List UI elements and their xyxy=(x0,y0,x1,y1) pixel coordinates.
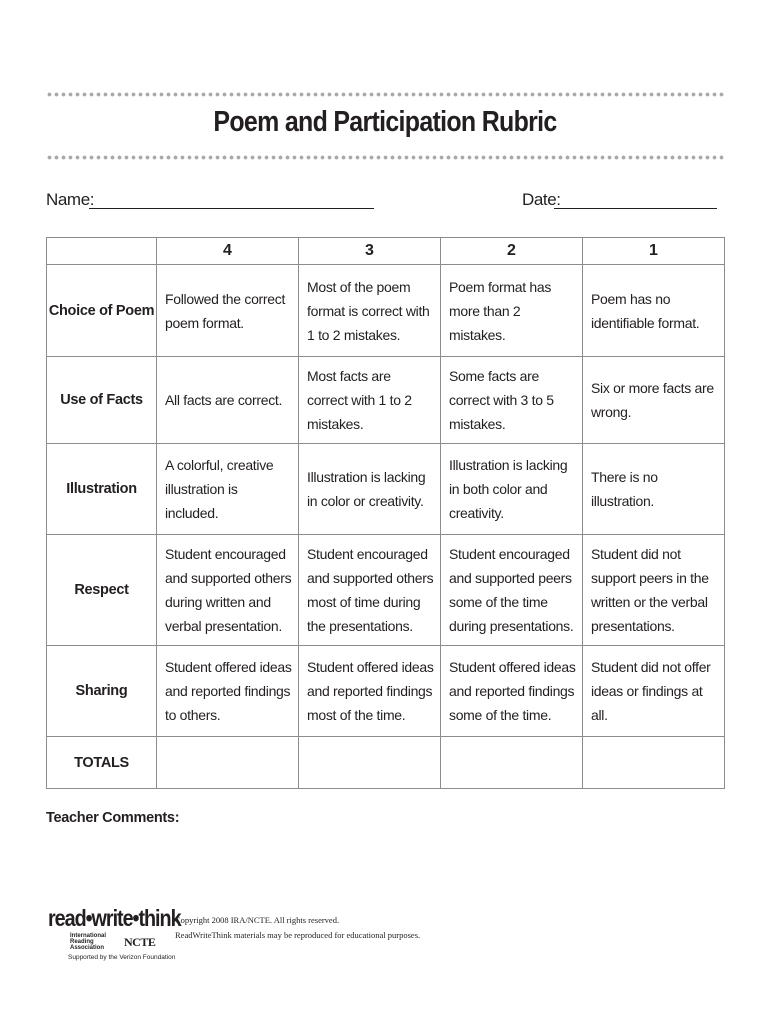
table-cell: Poem format has more than 2 mistakes. xyxy=(441,265,583,357)
table-cell: Student did not offer ideas or findings at all. xyxy=(583,646,725,737)
logo-text: read•write•think xyxy=(48,905,181,931)
criterion-cell: Use of Facts xyxy=(47,357,157,444)
table-row xyxy=(47,357,725,444)
table-cell: Student encouraged and supported others most of time during the presentations. xyxy=(299,535,441,646)
table-cell: Student offered ideas and reported findings to others. xyxy=(157,646,299,737)
rubric-table xyxy=(46,237,725,789)
header-cell: 3 xyxy=(299,238,441,265)
name-line[interactable] xyxy=(89,208,374,209)
ncte-logo: NCTE xyxy=(124,934,156,949)
criterion-cell: Sharing xyxy=(47,646,157,737)
table-cell: Student offered ideas and reported findings some of the time. xyxy=(441,646,583,737)
name-label: Name: xyxy=(46,190,95,209)
criterion-cell: Illustration xyxy=(47,444,157,535)
table-row xyxy=(47,535,725,646)
criterion-cell: Respect xyxy=(47,535,157,646)
header-cell xyxy=(47,238,157,265)
table-row xyxy=(47,444,725,535)
copyright-line: ReadWriteThink materials may be reproduced for educational purposes. xyxy=(175,930,421,940)
header-cell: 2 xyxy=(441,238,583,265)
header-cell: 1 xyxy=(583,238,725,265)
teacher-comments-label: Teacher Comments: xyxy=(46,810,180,826)
criterion-cell: TOTALS xyxy=(47,737,157,789)
page-title: Poem and Participation Rubric xyxy=(213,106,557,138)
ira-logo: International Reading Association xyxy=(70,933,107,951)
header-row xyxy=(47,238,725,265)
table-cell: Student offered ideas and reported findings most of the time. xyxy=(299,646,441,737)
table-cell: Most of the poem format is correct with 1 to 2 mistakes. xyxy=(299,265,441,357)
table-row xyxy=(47,646,725,737)
table-cell: Illustration is lacking in color or creativity. xyxy=(299,444,441,535)
table-cell: Student did not support peers in the written or the verbal presentations. xyxy=(583,535,725,646)
table-cell: Poem has no identifiable format. xyxy=(583,265,725,357)
date-label: Date: xyxy=(522,190,561,209)
table-cell: A colorful, creative illustration is included. xyxy=(157,444,299,535)
table-cell: Followed the correct poem format. xyxy=(157,265,299,357)
totals-row xyxy=(47,737,725,789)
partner-logos xyxy=(70,933,173,951)
table-cell: Six or more facts are wrong. xyxy=(583,357,725,444)
copyright-line: Copyright 2008 IRA/NCTE. All rights reserved. xyxy=(175,915,340,925)
totals-cell[interactable] xyxy=(441,737,583,789)
totals-cell[interactable] xyxy=(583,737,725,789)
table-cell: Student encouraged and supported others during written and verbal presentation. xyxy=(157,535,299,646)
table-cell: Most facts are correct with 1 to 2 mistakes. xyxy=(299,357,441,444)
table-cell: There is no illustration. xyxy=(583,444,725,535)
table-cell: Some facts are correct with 3 to 5 mistakes. xyxy=(441,357,583,444)
criterion-cell: Choice of Poem xyxy=(47,265,157,357)
supported-by-text: Supported by the Verizon Foundation xyxy=(68,954,176,961)
copyright-notice xyxy=(175,913,420,943)
totals-cell[interactable] xyxy=(157,737,299,789)
header-cell: 4 xyxy=(157,238,299,265)
table-cell: Student encouraged and supported peers some of the time during presentations. xyxy=(441,535,583,646)
bottom-dotted-rule xyxy=(46,154,724,161)
table-cell: All facts are correct. xyxy=(157,357,299,444)
top-dotted-rule xyxy=(46,91,724,98)
totals-cell[interactable] xyxy=(299,737,441,789)
table-cell: Illustration is lacking in both color and creativity. xyxy=(441,444,583,535)
readwritethink-logo xyxy=(48,905,181,961)
table-row xyxy=(47,265,725,357)
date-line[interactable] xyxy=(554,208,717,209)
